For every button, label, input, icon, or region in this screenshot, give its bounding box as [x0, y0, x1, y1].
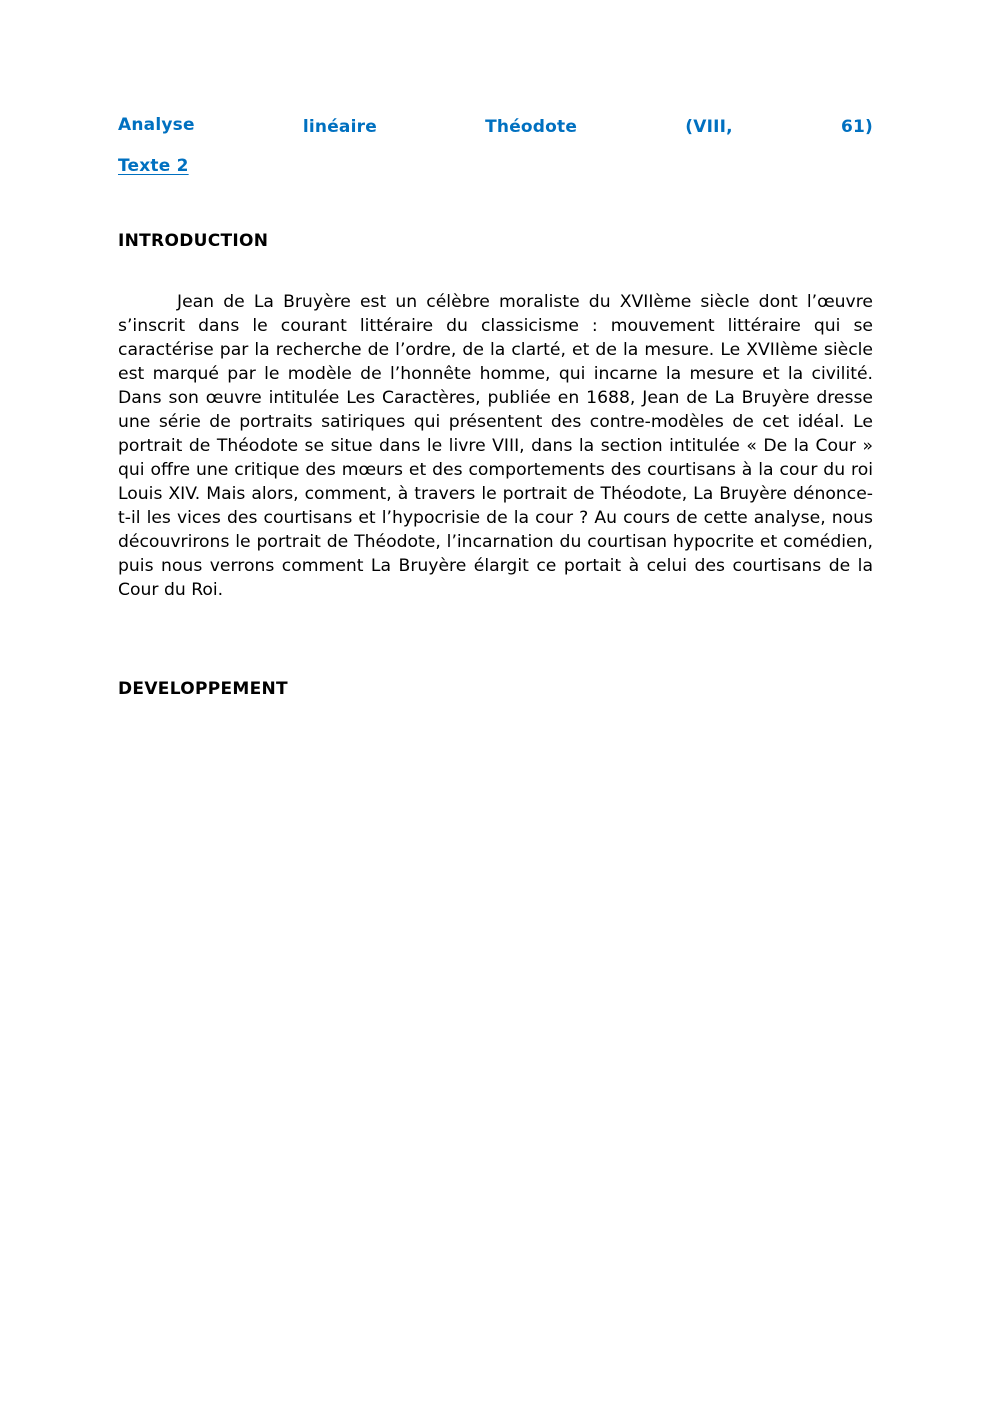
- document-title: [118, 117, 873, 137]
- section-heading-introduction: INTRODUCTION: [118, 231, 269, 251]
- document-subtitle: Texte 2: [118, 156, 189, 176]
- title-word: linéaire: [302, 117, 377, 137]
- title-word: Théodote: [485, 117, 578, 137]
- section-heading-developpement: DEVELOPPEMENT: [118, 679, 288, 699]
- title-word: 61): [840, 117, 873, 137]
- introduction-paragraph: Jean de La Bruyère est un célèbre moraliste du XVIIème siècle dont l’œuvre s’inscrit dans le courant littéraire du classicisme : mouvement littéraire qui se caractérise par la recherche de l’ordre, de la clarté, et de la mesure. Le XVIIème siècle est marqué par le modèle de l’honnête homme, qui incarne la mesure et la civilité. Dans son œuvre intitulée Les Caractères, publiée en 1688, Jean de La Bruyère dresse une série de portraits satiriques qui présentent des contre-modèles de cet idéal. Le portrait de Théodote se situe dans le livre VIII, dans la section intitulée « De la Cour » qui offre une critique des mœurs et des comportements des courtisans à la cour du roi Louis XIV. Mais alors, comment, à travers le portrait de Théodote, La Bruyère dénonce-t-il les vices des courtisans et l’hypocrisie de la cour ? Au cours de cette analyse, nous découvrirons le portrait de Théodote, l’incarnation du courtisan hypocrite et comédien, puis nous verrons comment La Bruyère élargit ce portait à celui des courtisans de la Cour du Roi.: [118, 292, 873, 600]
- title-word: Analyse: [118, 115, 195, 135]
- title-word: (VIII,: [685, 117, 733, 137]
